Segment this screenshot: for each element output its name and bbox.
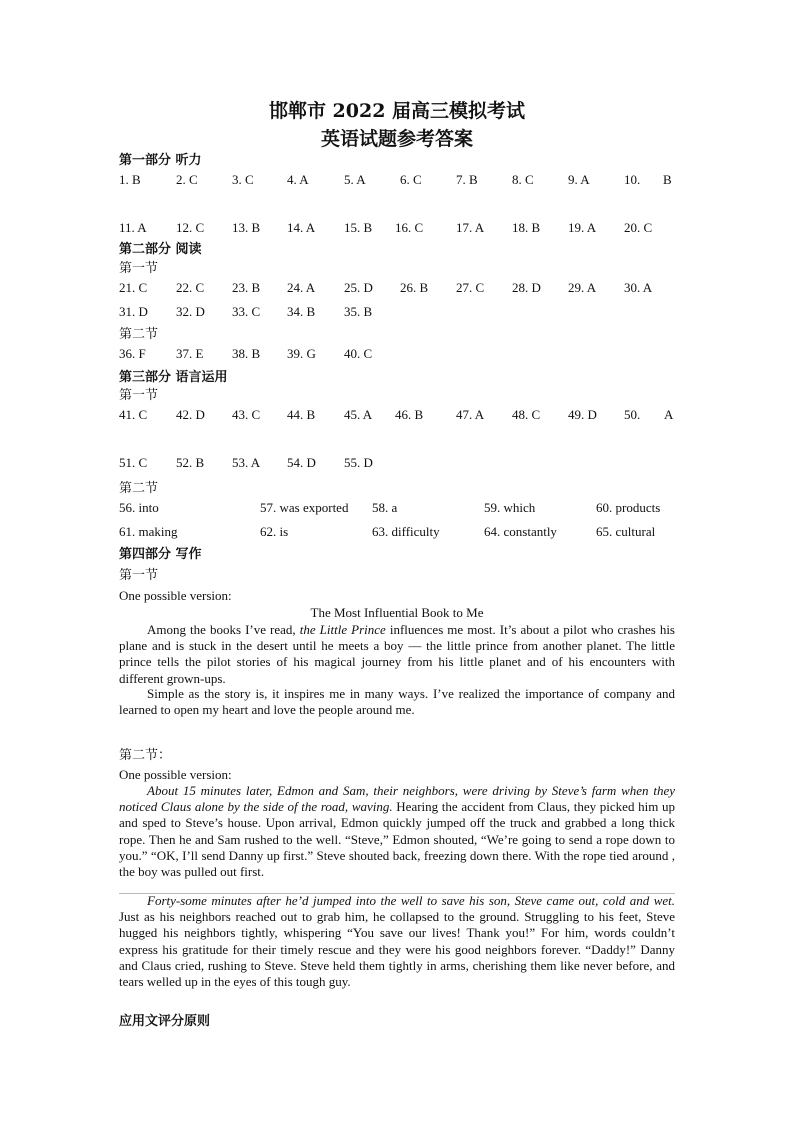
answer-cell: 46. B [395, 407, 424, 422]
answer-cell: B [663, 172, 672, 187]
answer-cell: 49. D [568, 407, 597, 422]
one-possible-version-label-2: One possible version: [119, 767, 232, 782]
essay2-paragraph1: About 15 minutes later, Edmon and Sam, their neighbors, were driving by Steve’s farm when they noticed Claus alone by the side of the road, waving. Hearing the accident from Claus, they picked him up and sped to Steve’s house. Upon arrival, Edmon quickly jumped off the truck and grabbed a long thick rope. Then he and Sam rushed to the well. “Steve,” Edmon shouted, “We’re going to send a rope down to you.” “OK, I’ll send Danny up first.” Steve shouted back, freezing down there. With the rope tied around , the boy was pulled out first. [119, 783, 675, 880]
answer-cell: 25. D [344, 280, 373, 295]
answer-cell: 20. C [624, 220, 653, 235]
answer-cell: 34. B [287, 304, 316, 319]
answer-cell: 47. A [456, 407, 485, 422]
answer-cell: 33. C [232, 304, 261, 319]
part2-section1: 第一节 [119, 261, 159, 276]
answer-cell: 11. A [119, 220, 147, 235]
part4-section1: 第一节 [119, 568, 159, 583]
answer-row-3 [0, 280, 794, 298]
answer-row-2 [0, 220, 794, 238]
answer-cell: 10. [624, 172, 641, 187]
answer-cell: 61. making [119, 524, 178, 539]
answer-cell: 59. which [484, 500, 536, 515]
answer-cell: 65. cultural [596, 524, 656, 539]
answer-cell: 3. C [232, 172, 254, 187]
part3-section1: 第一节 [119, 388, 159, 403]
answer-cell: 6. C [400, 172, 422, 187]
answer-cell: 14. A [287, 220, 316, 235]
answer-row-9 [0, 524, 794, 542]
answer-cell: 24. A [287, 280, 316, 295]
part4-heading: 第四部分 写作 [119, 547, 202, 562]
answer-cell: 12. C [176, 220, 205, 235]
answer-cell: 2. C [176, 172, 198, 187]
given-sentence-1: About 15 minutes later, Edmon and Sam, their neighbors, were driving by Steve’s farm when they noticed Claus alone by the side of the road, waving. [119, 783, 675, 815]
answer-cell: 43. C [232, 407, 261, 422]
answer-cell: 56. into [119, 500, 159, 515]
answer-cell: 40. C [344, 346, 373, 361]
answer-cell: 36. F [119, 346, 146, 361]
answer-cell: 27. C [456, 280, 485, 295]
answer-cell: 50. [624, 407, 641, 422]
answer-cell: 51. C [119, 455, 148, 470]
answer-cell: 13. B [232, 220, 261, 235]
answer-row-5 [0, 346, 794, 364]
part2-section2: 第二节 [119, 327, 159, 342]
answer-cell: 41. C [119, 407, 148, 422]
answer-cell: 57. was exported [260, 500, 349, 515]
part3-section2: 第二节 [119, 481, 159, 496]
answer-cell: 7. B [456, 172, 478, 187]
answer-cell: 31. D [119, 304, 148, 319]
answer-cell: 15. B [344, 220, 373, 235]
answer-cell: 16. C [395, 220, 424, 235]
answer-cell: 62. is [260, 524, 289, 539]
answer-cell: 64. constantly [484, 524, 557, 539]
answer-cell: 21. C [119, 280, 148, 295]
answer-cell: 18. B [512, 220, 541, 235]
answer-cell: 26. B [400, 280, 429, 295]
part1-heading: 第一部分 听力 [119, 153, 202, 168]
essay-title: The Most Influential Book to Me [310, 605, 484, 620]
given-sentence-2: Forty-some minutes after he’d jumped into the well to save his son, Steve came out, cold and wet. [147, 893, 675, 908]
answer-cell: 58. a [372, 500, 398, 515]
essay2-paragraph2: Forty-some minutes after he’d jumped into the well to save his son, Steve came out, cold and wet. Just as his neighbors reached out to grab him, he collapsed to the ground. Struggling to his feet, Steve hugged his neighbors tightly, whispering “You save our lives! Thank you!” For him, words couldn’t express his gratitude for their timely rescue and they were his good neighbors forever. “Daddy!” Danny and Claus cried, rushing to Steve. Steve held them tightly in arms, cherishing them like never before, and tears welled up in the eyes of this tough guy. [119, 893, 675, 990]
part4-section2: 第二节： [119, 748, 172, 763]
answer-row-1 [0, 172, 794, 190]
answer-row-6 [0, 407, 794, 425]
answer-cell: 48. C [512, 407, 541, 422]
answer-cell: 28. D [512, 280, 541, 295]
scoring-principles-heading: 应用文评分原则 [119, 1014, 211, 1029]
part2-heading: 第二部分 阅读 [119, 242, 202, 257]
answer-cell: 32. D [176, 304, 205, 319]
answer-cell: 63. difficulty [372, 524, 440, 539]
answer-cell: 44. B [287, 407, 316, 422]
answer-cell: 60. products [596, 500, 661, 515]
answer-cell: 22. C [176, 280, 205, 295]
answer-cell: 29. A [568, 280, 597, 295]
answer-cell: 5. A [344, 172, 366, 187]
essay1-paragraph1: Among the books I’ve read, the Little Prince influences me most. It’s about a pilot who crashes his plane and is stuck in the desert until he meets a boy — the little prince from another planet. The little prince tells the pilot stories of his magical journey from his little planet and of his encounters with different grown-ups. [119, 622, 675, 686]
answer-cell: 38. B [232, 346, 261, 361]
answer-cell: 37. E [176, 346, 204, 361]
answer-cell: 39. G [287, 346, 316, 361]
answer-cell: 55. D [344, 455, 373, 470]
one-possible-version-label: One possible version: [119, 588, 232, 603]
answer-cell: 45. A [344, 407, 373, 422]
answer-cell: 35. B [344, 304, 373, 319]
answer-cell: 23. B [232, 280, 261, 295]
answer-cell: 53. A [232, 455, 261, 470]
answer-cell: 9. A [568, 172, 590, 187]
part3-heading: 第三部分 语言运用 [119, 370, 228, 385]
answer-cell: 17. A [456, 220, 485, 235]
answer-key-title: 英语试题参考答案 [320, 128, 473, 150]
book-title: the Little Prince [299, 622, 386, 637]
answer-row-4 [0, 304, 794, 322]
answer-row-7 [0, 455, 794, 473]
answer-row-8 [0, 500, 794, 518]
answer-cell: 52. B [176, 455, 205, 470]
answer-cell: 54. D [287, 455, 316, 470]
answer-cell: A [664, 407, 674, 422]
answer-cell: 30. A [624, 280, 653, 295]
answer-cell: 4. A [287, 172, 309, 187]
essay1-paragraph2: Simple as the story is, it inspires me in many ways. I’ve realized the importance of company and learned to open my heart and love the people around me. [119, 686, 675, 718]
answer-cell: 42. D [176, 407, 205, 422]
answer-cell: 1. B [119, 172, 141, 187]
exam-title: 邯郸市 2022 届高三模拟考试 [268, 100, 526, 122]
answer-cell: 8. C [512, 172, 534, 187]
answer-cell: 19. A [568, 220, 597, 235]
